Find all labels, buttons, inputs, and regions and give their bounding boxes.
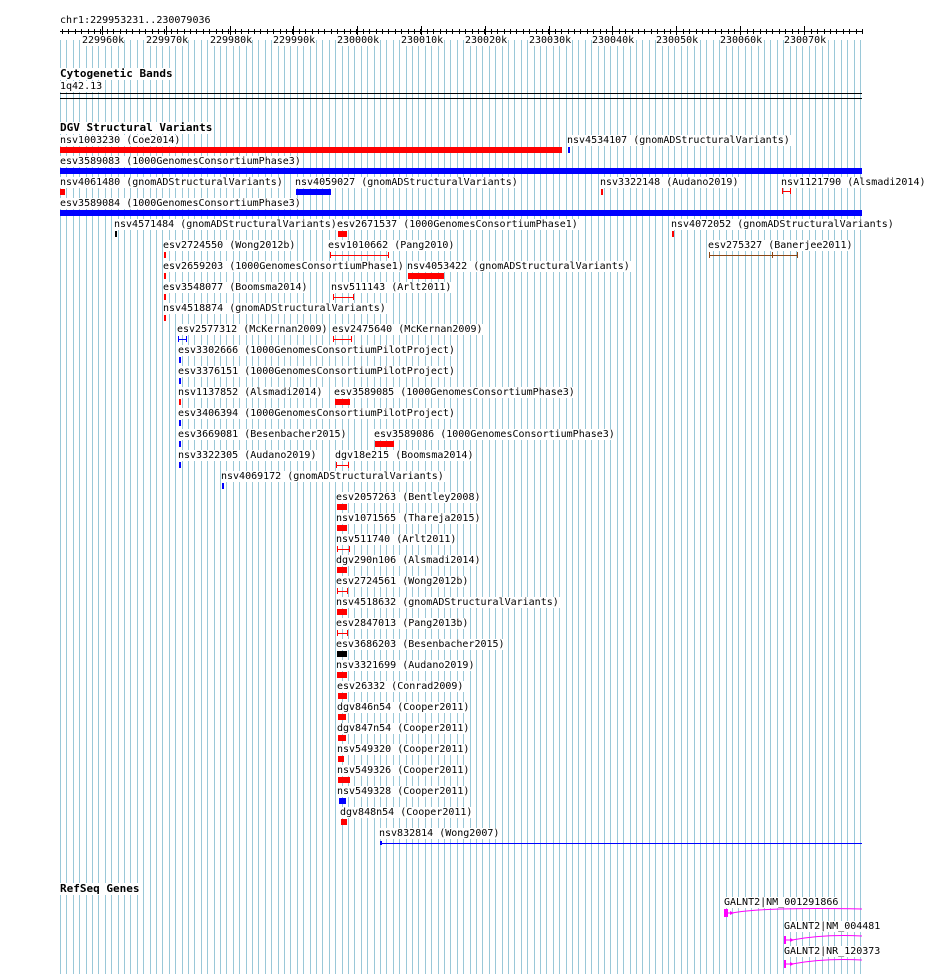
feature-label[interactable]: esv3669081 (Besenbacher2015) — [178, 429, 347, 440]
feature-label[interactable]: dgv846n54 (Cooper2011) — [337, 702, 470, 713]
cytoband-track-title[interactable]: Cytogenetic Bands — [60, 67, 173, 80]
feature-label[interactable]: esv3376151 (1000GenomesConsortiumPilotProject) — [178, 366, 455, 377]
feature-label[interactable]: nsv1137852 (Alsmadi2014) — [178, 387, 323, 398]
feature-label[interactable]: nsv4571484 (gnomADStructuralVariants) — [114, 219, 337, 230]
ruler-tick-label: 230050k — [656, 35, 699, 46]
gene-feature[interactable] — [724, 909, 862, 918]
feature-label[interactable]: esv2577312 (McKernan2009) — [177, 324, 328, 335]
locus-label: chr1:229953231..230079036 — [60, 15, 211, 26]
ruler-tick-label: 230070k — [784, 35, 827, 46]
feature-label[interactable]: esv2057263 (Bentley2008) — [336, 492, 481, 503]
ruler-tick-label: 230010k — [401, 35, 444, 46]
feature-label[interactable]: nsv832814 (Wong2007) — [379, 828, 500, 839]
feature-label[interactable]: nsv4072052 (gnomADStructuralVariants) — [671, 219, 894, 230]
feature-label[interactable]: esv2847013 (Pang2013b) — [336, 618, 469, 629]
gene-feature[interactable] — [784, 936, 862, 945]
feature-label[interactable]: nsv3322148 (Audano2019) — [600, 177, 739, 188]
gene-feature[interactable] — [784, 960, 862, 969]
refseq-track-title[interactable]: RefSeq Genes — [60, 882, 140, 895]
feature-label[interactable]: nsv4518874 (gnomADStructuralVariants) — [163, 303, 386, 314]
feature-label[interactable]: nsv4069172 (gnomADStructuralVariants) — [221, 471, 444, 482]
feature-label[interactable]: esv2659203 (1000GenomesConsortiumPhase1) — [163, 261, 404, 272]
ruler-tick-label: 229990k — [273, 35, 316, 46]
feature-label[interactable]: esv26332 (Conrad2009) — [337, 681, 464, 692]
feature-label[interactable]: nsv4061480 (gnomADStructuralVariants) — [60, 177, 283, 188]
feature-label[interactable]: dgv290n106 (Alsmadi2014) — [336, 555, 481, 566]
feature-label[interactable]: dgv848n54 (Cooper2011) — [340, 807, 473, 818]
feature-label[interactable]: esv3589083 (1000GenomesConsortiumPhase3) — [60, 156, 301, 167]
feature-label[interactable]: esv3406394 (1000GenomesConsortiumPilotProject) — [178, 408, 455, 419]
feature-label[interactable]: nsv4059027 (gnomADStructuralVariants) — [295, 177, 518, 188]
feature-label[interactable]: nsv549326 (Cooper2011) — [337, 765, 470, 776]
ruler-tick-label: 230020k — [465, 35, 508, 46]
cytoband-label: 1q42.13 — [60, 81, 103, 92]
ruler-tick-label: 229970k — [146, 35, 189, 46]
feature-label[interactable]: esv2671537 (1000GenomesConsortiumPhase1) — [337, 219, 578, 230]
feature-label[interactable]: dgv18e215 (Boomsma2014) — [335, 450, 474, 461]
feature-label[interactable]: esv3589086 (1000GenomesConsortiumPhase3) — [374, 429, 615, 440]
feature-label[interactable]: nsv1071565 (Thareja2015) — [336, 513, 481, 524]
feature-label[interactable]: esv2475640 (McKernan2009) — [332, 324, 483, 335]
ruler-tick-label: 230040k — [592, 35, 635, 46]
feature-label[interactable]: GALNT2|NM_001291866 — [724, 897, 839, 908]
feature-label[interactable]: dgv847n54 (Cooper2011) — [337, 723, 470, 734]
ruler-tick-label: 230060k — [720, 35, 763, 46]
feature-label[interactable]: esv275327 (Banerjee2011) — [708, 240, 853, 251]
ruler-tick-label: 229960k — [82, 35, 125, 46]
feature-label[interactable]: nsv1003230 (Coe2014) — [60, 135, 181, 146]
ruler-tick-label: 230030k — [529, 35, 572, 46]
feature-label[interactable]: nsv1121790 (Alsmadi2014) — [781, 177, 926, 188]
dgv-track-title[interactable]: DGV Structural Variants — [60, 121, 213, 134]
feature-label[interactable]: nsv4053422 (gnomADStructuralVariants) — [407, 261, 630, 272]
feature-label[interactable]: nsv3322305 (Audano2019) — [178, 450, 317, 461]
ruler-tick-label: 229980k — [210, 35, 253, 46]
feature-label[interactable]: esv3589085 (1000GenomesConsortiumPhase3) — [334, 387, 575, 398]
feature-label[interactable]: nsv549328 (Cooper2011) — [337, 786, 470, 797]
ruler-tick-label: 230000k — [337, 35, 380, 46]
feature-label[interactable]: esv2724550 (Wong2012b) — [163, 240, 296, 251]
feature-label[interactable]: GALNT2|NR_120373 — [784, 946, 881, 957]
feature-label[interactable]: esv1010662 (Pang2010) — [328, 240, 455, 251]
feature-label[interactable]: nsv4518632 (gnomADStructuralVariants) — [336, 597, 559, 608]
feature-label[interactable]: esv3548077 (Boomsma2014) — [163, 282, 308, 293]
feature-label[interactable]: nsv3321699 (Audano2019) — [336, 660, 475, 671]
feature-label[interactable]: nsv511143 (Arlt2011) — [331, 282, 452, 293]
feature-label[interactable]: nsv511740 (Arlt2011) — [336, 534, 457, 545]
feature-label[interactable]: esv3686203 (Besenbacher2015) — [336, 639, 505, 650]
feature-label[interactable]: esv2724561 (Wong2012b) — [336, 576, 469, 587]
feature-label[interactable]: nsv4534107 (gnomADStructuralVariants) — [567, 135, 790, 146]
feature-label[interactable]: nsv549320 (Cooper2011) — [337, 744, 470, 755]
feature-label[interactable]: esv3302666 (1000GenomesConsortiumPilotProject) — [178, 345, 455, 356]
feature-label[interactable]: esv3589084 (1000GenomesConsortiumPhase3) — [60, 198, 301, 209]
feature-label[interactable]: GALNT2|NM_004481 — [784, 921, 881, 932]
